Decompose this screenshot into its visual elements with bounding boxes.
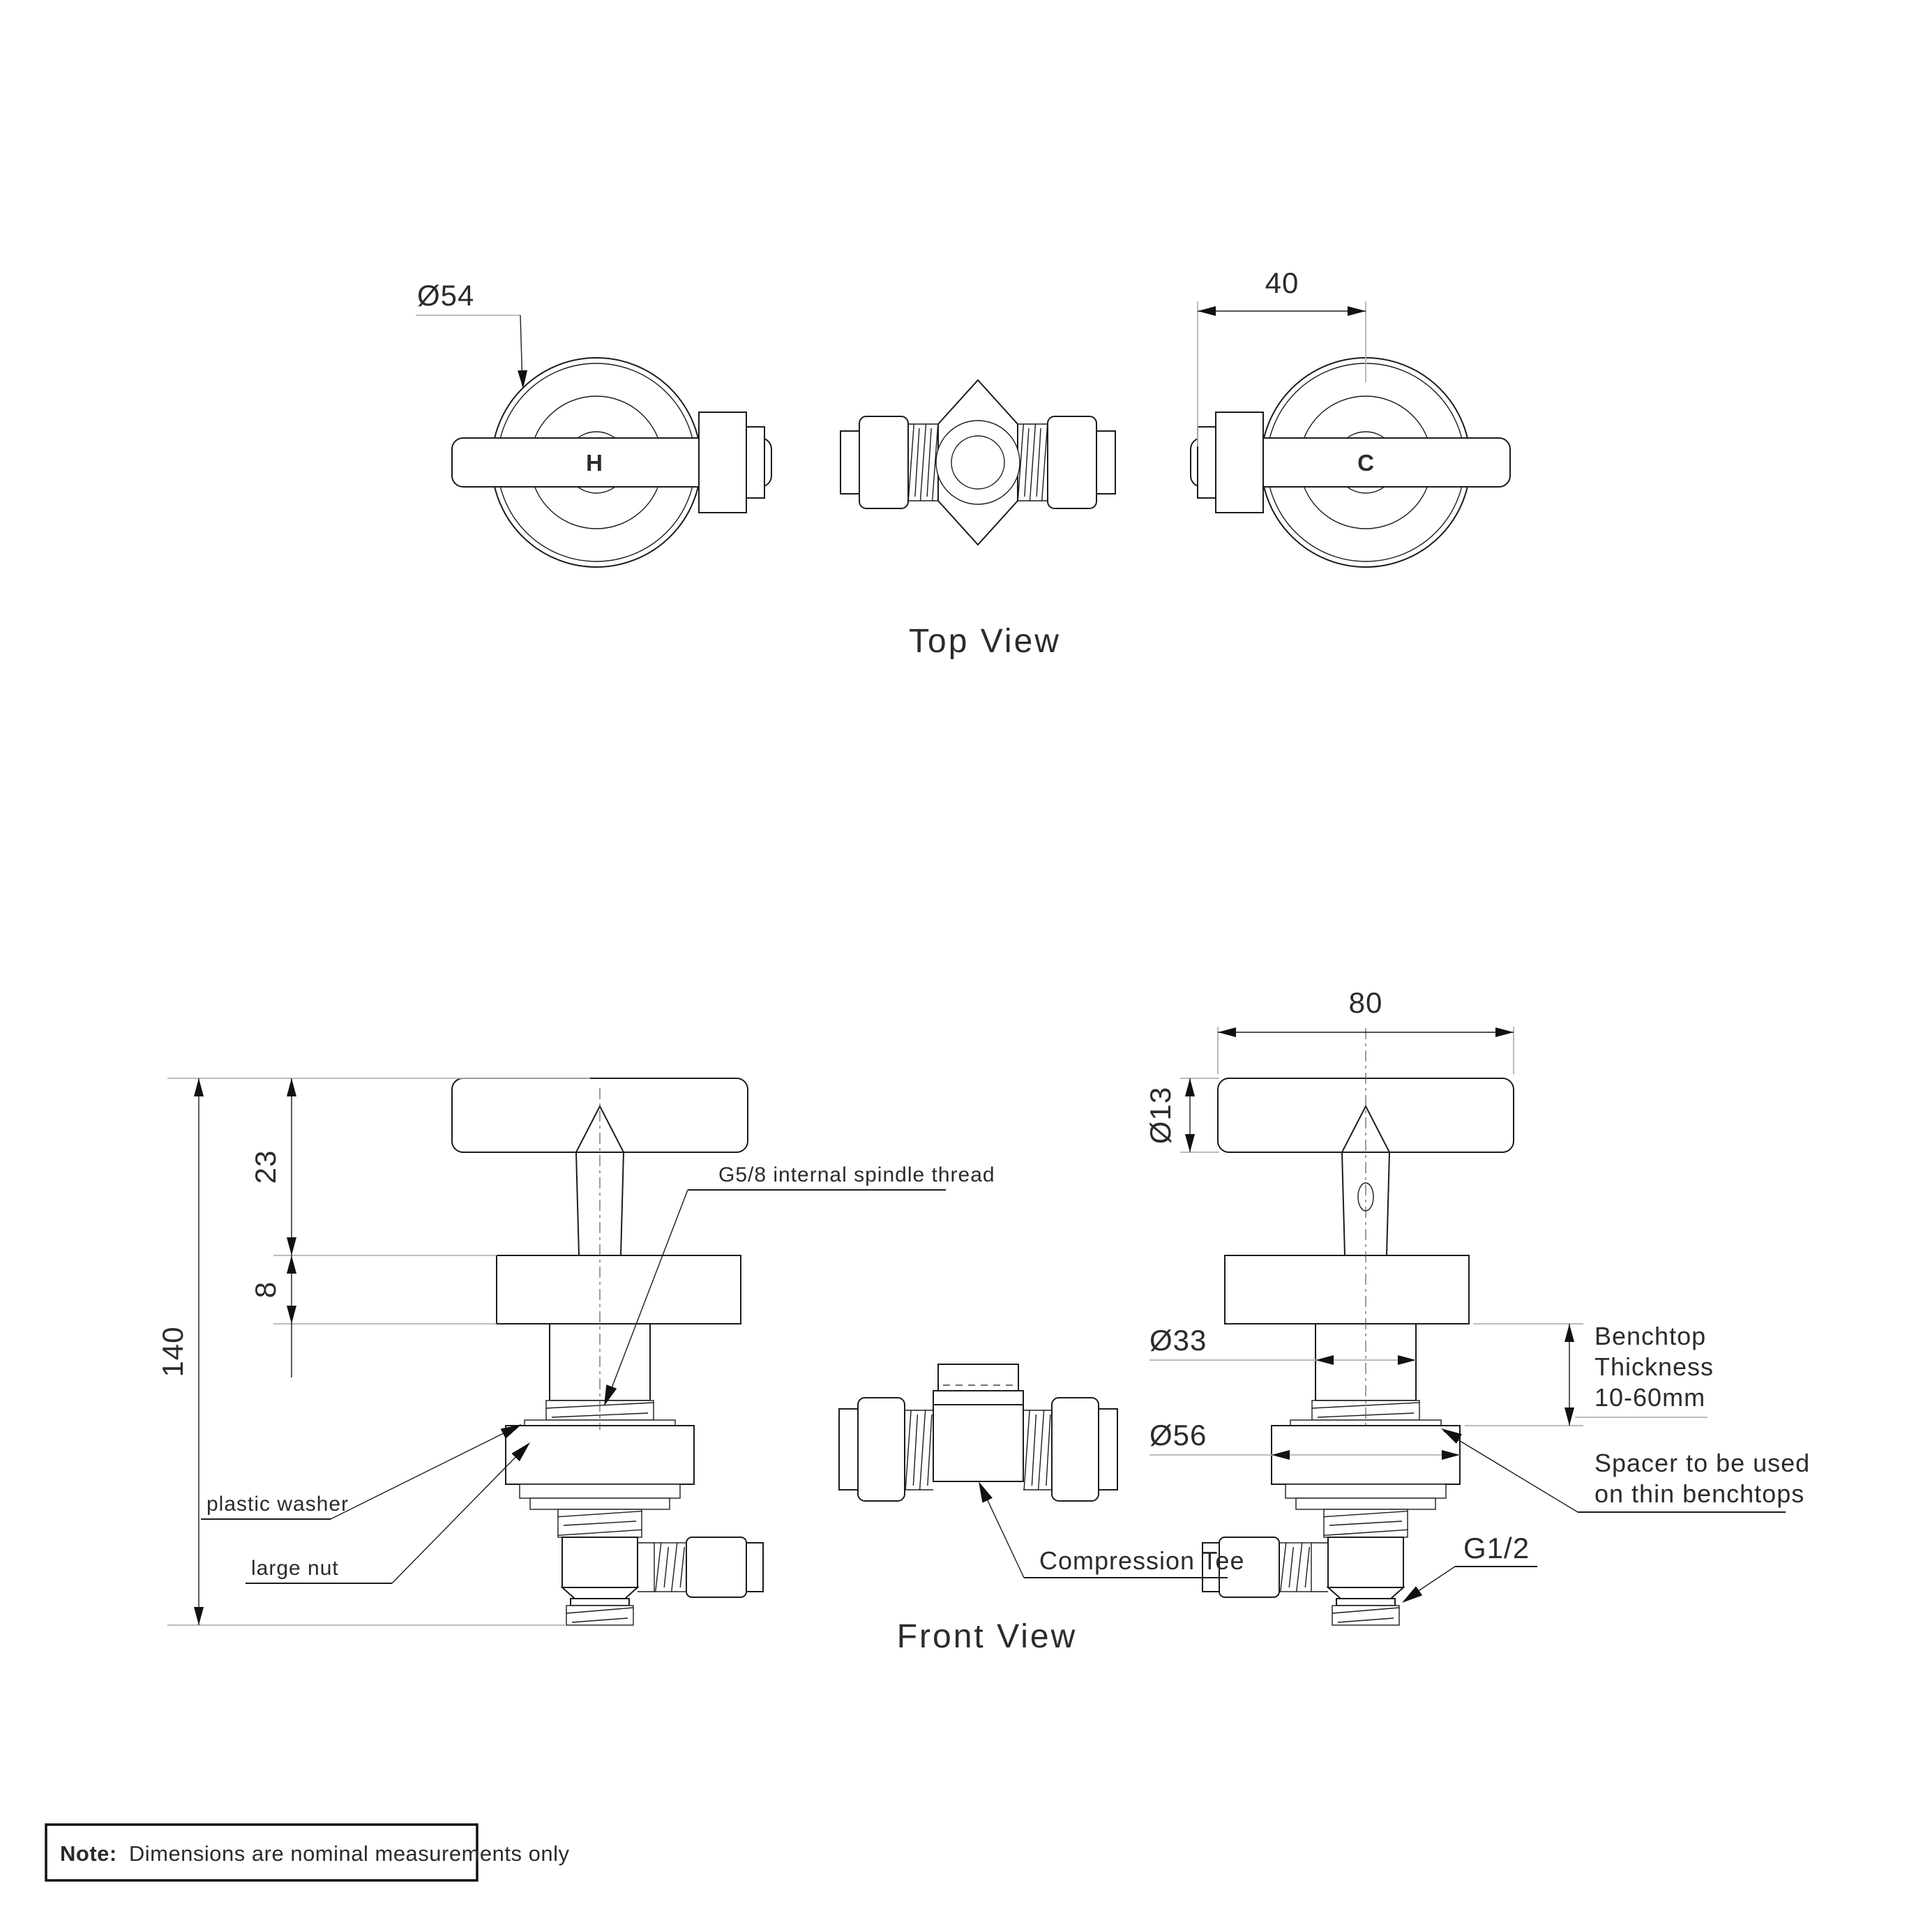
h8-label: 8 (249, 1281, 282, 1299)
label-plastic-washer (201, 1419, 525, 1519)
g58-text: G5/8 internal spindle thread (718, 1163, 995, 1186)
tee-cap-right (1099, 1409, 1117, 1490)
front-view-label: Front View (896, 1618, 1078, 1655)
spacer-line1: Spacer to be used (1594, 1449, 1811, 1477)
tee-thread-right-top (1018, 424, 1047, 501)
note-text: Dimensions are nominal measurements only (128, 1841, 570, 1866)
cold-handle-letter: C (1357, 450, 1374, 476)
w80-label: 80 (1348, 986, 1383, 1019)
label-spacer (1438, 1424, 1810, 1512)
dim-dia54 (416, 279, 528, 388)
hot-washer-3 (530, 1498, 670, 1509)
cold-flange (1225, 1255, 1469, 1324)
note-prefix: Note: (60, 1841, 117, 1866)
tee-cap-left (839, 1409, 858, 1490)
benchtop-line2: Thickness (1594, 1352, 1714, 1381)
label-compression-tee (974, 1479, 1245, 1578)
compression-tee-text: Compression Tee (1039, 1546, 1245, 1575)
benchtop-line1: Benchtop (1594, 1322, 1707, 1350)
tee-nut-left (858, 1398, 905, 1501)
hot-large-nut (506, 1426, 694, 1484)
hot-outlet-nut (686, 1537, 746, 1597)
svg-text:Note: Dimensions are nom (60, 1841, 570, 1866)
label-g12 (1399, 1532, 1537, 1608)
hot-flange (497, 1255, 741, 1324)
dim-benchtop-thickness (1465, 1322, 1714, 1426)
hot-outlet-thread (654, 1543, 686, 1592)
hot-handle-letter: H (586, 450, 603, 476)
front-view-compression-tee (839, 1364, 1117, 1501)
top-view-label: Top View (909, 623, 1061, 660)
plastic-washer-text: plastic washer (206, 1493, 349, 1516)
cold-outlet-thread (1279, 1543, 1311, 1592)
tee-body-front (933, 1405, 1023, 1481)
large-nut-text: large nut (251, 1557, 339, 1580)
hot-washer-2 (520, 1484, 680, 1498)
tee-collar (933, 1391, 1023, 1405)
cold-washer-2 (1286, 1484, 1446, 1498)
dia13-label: Ø13 (1144, 1086, 1177, 1145)
cold-washer-3 (1296, 1498, 1435, 1509)
dia56-label: Ø56 (1149, 1419, 1207, 1451)
hot-body (562, 1537, 638, 1587)
dia33-label: Ø33 (1149, 1324, 1207, 1357)
tee-thread-left-top (908, 424, 937, 501)
w40-label: 40 (1265, 266, 1299, 299)
cold-spindle-nut (1216, 412, 1263, 513)
h23-label: 23 (249, 1149, 282, 1184)
front-view (156, 986, 1810, 1655)
spacer-line2: on thin benchtops (1594, 1479, 1805, 1508)
front-view-hot-valve (452, 1078, 763, 1625)
hot-outlet-cap (746, 1543, 763, 1592)
benchtop-line3: 10-60mm (1594, 1383, 1706, 1412)
tee-socket (938, 1364, 1018, 1391)
top-view-cold-valve (1191, 358, 1510, 567)
dim-dia13 (1144, 1078, 1219, 1152)
dim-left-stack (156, 1078, 590, 1625)
tee-nut-right (1052, 1398, 1099, 1501)
note-box (46, 1825, 570, 1880)
cold-spindle-plate (1198, 427, 1216, 498)
top-view-hot-valve (452, 358, 771, 567)
h140-label: 140 (156, 1326, 189, 1378)
top-view (416, 266, 1510, 660)
cold-body (1328, 1537, 1403, 1587)
hot-spindle-nut (699, 412, 746, 513)
hot-spindle-plate (746, 427, 764, 498)
top-view-compression-tee (840, 380, 1115, 545)
dia54-label: Ø54 (417, 279, 475, 312)
g12-text: G1/2 (1463, 1532, 1530, 1564)
